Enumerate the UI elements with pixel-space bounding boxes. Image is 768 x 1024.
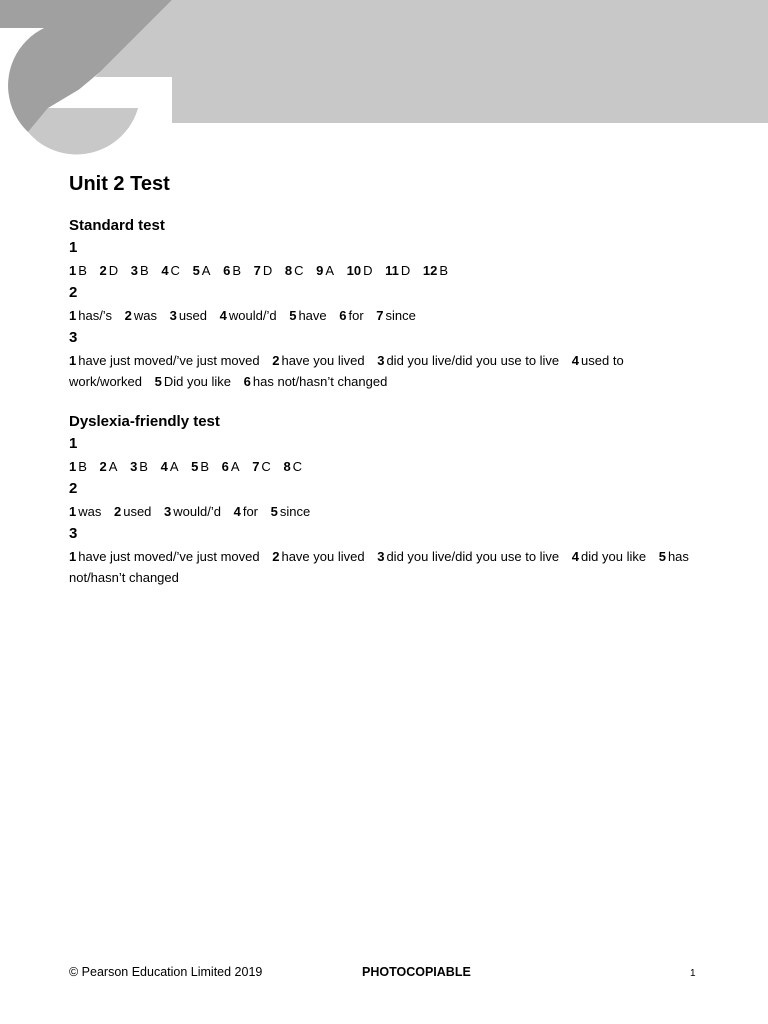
answer-value: C [261, 459, 271, 474]
section [69, 216, 709, 392]
answer-number: 3 [130, 263, 139, 278]
answer-number: 6 [221, 459, 229, 474]
answer-value: B [78, 263, 87, 278]
answer-number: 4 [160, 459, 168, 474]
answer-item [222, 459, 240, 474]
answer-number: 5 [270, 504, 278, 519]
answer-line [69, 456, 709, 477]
page-title: Unit 2 Test [69, 173, 170, 195]
answer-number: 1 [69, 549, 77, 564]
answer-item [161, 263, 180, 278]
answer-value: A [325, 263, 335, 278]
answer-number: 5 [289, 308, 297, 323]
answer-number: 1 [69, 308, 77, 323]
answer-item [316, 263, 334, 278]
answer-number: 7 [253, 263, 261, 278]
answer-value: B [139, 459, 148, 474]
answer-value: since [279, 504, 311, 519]
answer-line [69, 260, 709, 281]
answer-item [69, 353, 260, 368]
answer-item [377, 353, 559, 368]
answer-value: B [78, 459, 87, 474]
question-number: 1 [69, 239, 78, 256]
answer-line [69, 501, 709, 522]
sections-container [69, 216, 709, 588]
answer-value: A [230, 459, 240, 474]
answer-value: have just moved/’ve just moved [78, 353, 260, 368]
answer-number: 3 [169, 308, 177, 323]
answer-item [289, 308, 326, 323]
answer-value: Did you like [163, 374, 232, 389]
answer-number: 2 [99, 263, 107, 278]
answer-number: 1 [69, 353, 77, 368]
answer-value: has not/hasn’t changed [252, 374, 388, 389]
answer-number: 9 [316, 263, 324, 278]
answer-item [234, 504, 258, 519]
page-footer [0, 965, 768, 985]
answer-value: D [108, 263, 119, 278]
answer-number: 3 [164, 504, 172, 519]
answer-number: 2 [113, 504, 122, 519]
answer-item [376, 308, 416, 323]
answer-number: 3 [377, 353, 385, 368]
answer-item [572, 549, 646, 564]
answer-value: have just moved/’ve just moved [78, 549, 260, 564]
answer-value: was [78, 504, 102, 519]
answer-number: 2 [99, 459, 107, 474]
answer-value: for [348, 308, 364, 323]
answer-value: would/’d [228, 308, 277, 323]
answer-number: 6 [339, 308, 347, 323]
answer-number: 11 [385, 263, 399, 278]
answer-item [130, 459, 148, 474]
answer-item [125, 308, 157, 323]
answer-number: 4 [571, 549, 580, 564]
answer-item [100, 263, 119, 278]
answer-number: 5 [191, 459, 199, 474]
answer-line [69, 546, 709, 588]
answer-number: 5 [154, 374, 162, 389]
answer-number: 6 [243, 374, 251, 389]
answer-line [69, 350, 709, 392]
answer-item [423, 263, 448, 278]
answer-item [283, 459, 302, 474]
answer-value: used to work/worked [69, 353, 624, 389]
answer-item [69, 549, 260, 564]
answer-item [69, 459, 87, 474]
answer-item [69, 308, 112, 323]
answer-item [69, 504, 101, 519]
page-number: 1 [690, 968, 696, 979]
answer-number: 2 [124, 308, 132, 323]
answer-number: 4 [233, 504, 241, 519]
banner-shape [95, 0, 768, 123]
answer-value: have you lived [281, 353, 365, 368]
answer-item [69, 263, 87, 278]
section-heading: Standard test [69, 217, 165, 234]
answer-value: have [298, 308, 327, 323]
answer-value: B [200, 459, 210, 474]
answer-value: A [201, 263, 211, 278]
answer-item [170, 308, 207, 323]
question-number: 3 [69, 525, 78, 542]
answer-value: have you lived [281, 549, 365, 564]
section [69, 412, 709, 588]
answer-item [155, 374, 231, 389]
answer-item [244, 374, 388, 389]
answer-item [252, 459, 271, 474]
question-number: 3 [69, 329, 78, 346]
answer-value: for [242, 504, 259, 519]
answer-number: 4 [571, 353, 580, 368]
question-number: 2 [69, 480, 78, 497]
answer-number: 1 [69, 459, 77, 474]
answer-item [164, 504, 221, 519]
answer-value: did you live/did you use to live [386, 353, 560, 368]
answer-value: C [170, 263, 180, 278]
answer-value: used [123, 504, 152, 519]
answer-number: 7 [376, 308, 384, 323]
answer-item [347, 263, 373, 278]
answer-number: 1 [69, 504, 77, 519]
answer-item [161, 459, 179, 474]
answer-item [193, 263, 211, 278]
answer-number: 4 [219, 308, 227, 323]
answer-item [339, 308, 363, 323]
answer-number: 5 [192, 263, 200, 278]
question-number: 1 [69, 435, 78, 452]
answer-value: B [140, 263, 149, 278]
answer-item [223, 263, 241, 278]
answer-number: 5 [658, 549, 666, 564]
answer-value: A [108, 459, 118, 474]
answer-value: B [232, 263, 241, 278]
answer-item [272, 353, 364, 368]
answer-number: 1 [69, 263, 77, 278]
answer-number: 7 [252, 459, 260, 474]
answer-value: was [133, 308, 157, 323]
answer-item [254, 263, 273, 278]
answer-value: C [292, 459, 303, 474]
answer-item [285, 263, 304, 278]
answer-value: D [262, 263, 273, 278]
answer-number: 3 [377, 549, 385, 564]
answer-item [272, 549, 364, 564]
answer-value: did you live/did you use to live [386, 549, 560, 564]
answer-item [131, 263, 149, 278]
copyright-text: © Pearson Education Limited 2019 [69, 965, 263, 979]
header-banner [0, 0, 768, 160]
answer-item [377, 549, 559, 564]
answer-number: 8 [283, 459, 291, 474]
answer-number: 4 [161, 263, 169, 278]
answer-value: used [178, 308, 208, 323]
answer-number: 3 [130, 459, 138, 474]
answer-item [100, 459, 118, 474]
answer-value: A [169, 459, 179, 474]
answer-value: B [439, 263, 449, 278]
photocopiable-label: PHOTOCOPIABLE [362, 965, 471, 979]
answer-number: 2 [272, 353, 280, 368]
question-number: 2 [69, 284, 78, 301]
answer-item [385, 263, 410, 278]
answer-number: 8 [284, 263, 293, 278]
answer-value: D [400, 263, 411, 278]
answer-value: has/’s [78, 308, 112, 323]
answer-value: C [294, 263, 304, 278]
section-heading: Dyslexia-friendly test [69, 413, 220, 430]
answer-value: D [363, 263, 373, 278]
answer-number: 2 [272, 549, 280, 564]
answer-value: has not/hasn’t changed [69, 549, 689, 585]
answer-item [220, 308, 277, 323]
answer-item [191, 459, 209, 474]
answer-key [69, 170, 709, 588]
answer-number: 10 [346, 263, 362, 278]
answer-number: 6 [223, 263, 231, 278]
answer-line [69, 305, 709, 326]
answer-value: would/’d [173, 504, 221, 519]
answer-item [271, 504, 311, 519]
answer-value: since [385, 308, 416, 323]
answer-value: did you like [581, 549, 647, 564]
answer-item [114, 504, 151, 519]
answer-number: 12 [422, 263, 438, 278]
